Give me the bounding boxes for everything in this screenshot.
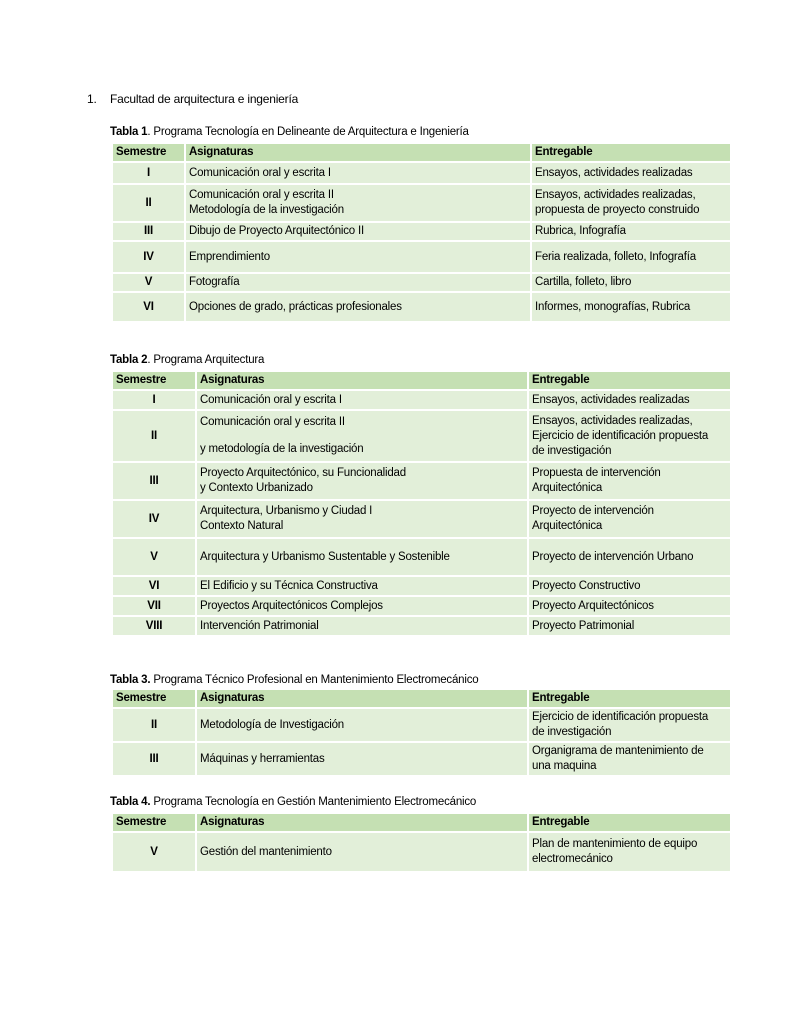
entregable-line: Propuesta de intervención [532,467,661,479]
asignaturas-line: Proyectos Arquitectónicos Complejos [200,599,383,612]
table-3-caption: Tabla 3. Programa Técnico Profesional en Mantenimiento Electromecánico [110,674,479,686]
cell-entregable [528,742,731,776]
asignaturas-line: Arquitectura y Urbanismo Sustentable y Sostenible [200,550,450,563]
cell-asignaturas [185,162,531,184]
cell-asignaturas [196,708,528,742]
table-1-caption: Tabla 1. Programa Tecnología en Delineante de Arquitectura e Ingeniería [110,126,469,138]
entregable-line: Cartilla, folleto, libro [535,276,632,288]
asignaturas-line: Fotografía [189,276,240,288]
cell-asignaturas [196,742,528,776]
entregable-line: Ensayos, actividades realizadas [535,166,693,179]
table-row [112,390,731,410]
entregable-line: Plan de mantenimiento de equipo [532,838,698,850]
asignaturas-line: Comunicación oral y escrita I [189,166,331,179]
cell-semestre: IV [112,241,185,273]
asignaturas-line: Comunicación oral y escrita I [200,393,342,406]
entregable-line: Proyecto de intervención [532,505,654,517]
entregable-line: de investigación [532,444,612,457]
table-row [112,616,731,636]
cell-semestre: III [112,222,185,241]
table-row [112,410,731,462]
entregable-line: de investigación [532,726,612,738]
entregable-line: Proyecto de intervención Urbano [532,550,694,563]
entregable-line: una maquina [532,760,597,772]
asignaturas-line: Proyecto Arquitectónico, su Funcionalidad [200,467,406,479]
table-1 [111,142,732,323]
entregable-line: Proyecto Constructivo [532,579,641,592]
cell-semestre: VI [112,292,185,322]
entregable-line: Proyecto Patrimonial [532,619,635,632]
col-header-asignaturas: Asignaturas [196,813,528,832]
col-header-entregable: Entregable [528,689,731,708]
cell-entregable [528,576,731,596]
col-header-semestre: Semestre [112,371,196,390]
table-4-caption: Tabla 4. Programa Tecnología en Gestión Mantenimiento Electromecánico [110,796,477,808]
asignaturas-line: Comunicación oral y escrita II [200,416,345,428]
entregable-line: Arquitectónica [532,520,603,532]
table-row [112,742,731,776]
table-row [112,538,731,576]
entregable-line: Ensayos, actividades realizadas, [535,189,696,201]
cell-semestre: IV [112,500,196,538]
table-row [112,222,731,241]
table-2-caption: Tabla 2. Programa Arquitectura [110,354,265,366]
col-header-semestre: Semestre [112,689,196,708]
cell-asignaturas [185,184,531,222]
asignaturas-line: y metodología de la investigación [200,443,364,455]
cell-semestre: I [112,162,185,184]
table-row [112,241,731,273]
cell-asignaturas [196,832,528,872]
cell-semestre: II [112,184,185,222]
table-row [112,273,731,292]
cell-semestre: V [112,538,196,576]
col-header-semestre: Semestre [112,813,196,832]
cell-asignaturas [196,616,528,636]
cell-asignaturas [196,576,528,596]
cell-entregable [528,832,731,872]
cell-entregable [528,708,731,742]
entregable-line: Ejercicio de identificación propuesta [532,711,709,723]
asignaturas-line: Dibujo de Proyecto Arquitectónico II [189,225,364,237]
section-heading [87,92,298,106]
section-number: 1. [87,92,97,106]
cell-entregable [531,292,731,322]
table-4 [111,812,732,873]
asignaturas-line: y Contexto Urbanizado [200,482,313,494]
table-2 [111,370,732,637]
cell-entregable [528,596,731,616]
cell-semestre: II [112,708,196,742]
cell-asignaturas [196,390,528,410]
entregable-line: Ensayos, actividades realizadas [532,393,690,406]
asignaturas-line: Metodología de Investigación [200,718,345,731]
cell-entregable [528,616,731,636]
cell-semestre: VIII [112,616,196,636]
asignaturas-line: Gestión del mantenimiento [200,845,332,858]
col-header-entregable: Entregable [531,143,731,162]
table-3 [111,688,732,777]
cell-asignaturas [196,410,528,462]
col-header-asignaturas: Asignaturas [185,143,531,162]
section-title: Facultad de arquitectura e ingeniería [110,92,299,106]
col-header-semestre: Semestre [112,143,185,162]
cell-asignaturas [185,241,531,273]
cell-entregable [528,390,731,410]
cell-semestre: II [112,410,196,462]
entregable-line: Feria realizada, folleto, Infografía [535,250,696,263]
cell-asignaturas [185,222,531,241]
table-row [112,832,731,872]
cell-asignaturas [185,273,531,292]
cell-entregable [531,222,731,241]
cell-semestre: III [112,742,196,776]
cell-asignaturas [196,596,528,616]
cell-entregable [531,241,731,273]
col-header-asignaturas: Asignaturas [196,371,528,390]
table-row [112,576,731,596]
entregable-line: Arquitectónica [532,482,603,494]
cell-asignaturas [196,500,528,538]
col-header-entregable: Entregable [528,371,731,390]
cell-semestre: III [112,462,196,500]
entregable-line: Ensayos, actividades realizadas, [532,414,693,427]
table-row [112,708,731,742]
table-row [112,596,731,616]
entregable-line: propuesta de proyecto construido [535,204,700,216]
cell-semestre: V [112,273,185,292]
asignaturas-line: Metodología de la investigación [189,204,344,216]
entregable-line: Ejercicio de identificación propuesta [532,429,709,442]
asignaturas-line: El Edificio y su Técnica Constructiva [200,579,378,592]
cell-entregable [528,538,731,576]
cell-entregable [528,410,731,462]
cell-asignaturas [196,538,528,576]
table-row [112,500,731,538]
entregable-line: Rubrica, Infografía [535,225,626,237]
entregable-line: Proyecto Arquitectónicos [532,599,654,612]
asignaturas-line: Intervención Patrimonial [200,619,319,632]
asignaturas-line: Máquinas y herramientas [200,752,325,765]
cell-semestre: V [112,832,196,872]
cell-asignaturas [196,462,528,500]
table-row [112,292,731,322]
cell-entregable [531,162,731,184]
cell-asignaturas [185,292,531,322]
table-row [112,462,731,500]
asignaturas-line: Emprendimiento [189,250,270,263]
asignaturas-line: Arquitectura, Urbanismo y Ciudad I [200,505,373,517]
asignaturas-line: Comunicación oral y escrita II [189,189,334,201]
entregable-line: electromecánico [532,853,613,865]
col-header-asignaturas: Asignaturas [196,689,528,708]
cell-semestre: VII [112,596,196,616]
table-row [112,184,731,222]
asignaturas-line: Opciones de grado, prácticas profesionales [189,300,402,313]
cell-entregable [531,273,731,292]
cell-entregable [528,500,731,538]
cell-semestre: VI [112,576,196,596]
table-row [112,162,731,184]
asignaturas-line: Contexto Natural [200,520,284,532]
cell-entregable [531,184,731,222]
entregable-line: Informes, monografías, Rubrica [535,300,691,313]
entregable-line: Organigrama de mantenimiento de [532,745,704,757]
cell-entregable [528,462,731,500]
cell-semestre: I [112,390,196,410]
col-header-entregable: Entregable [528,813,731,832]
